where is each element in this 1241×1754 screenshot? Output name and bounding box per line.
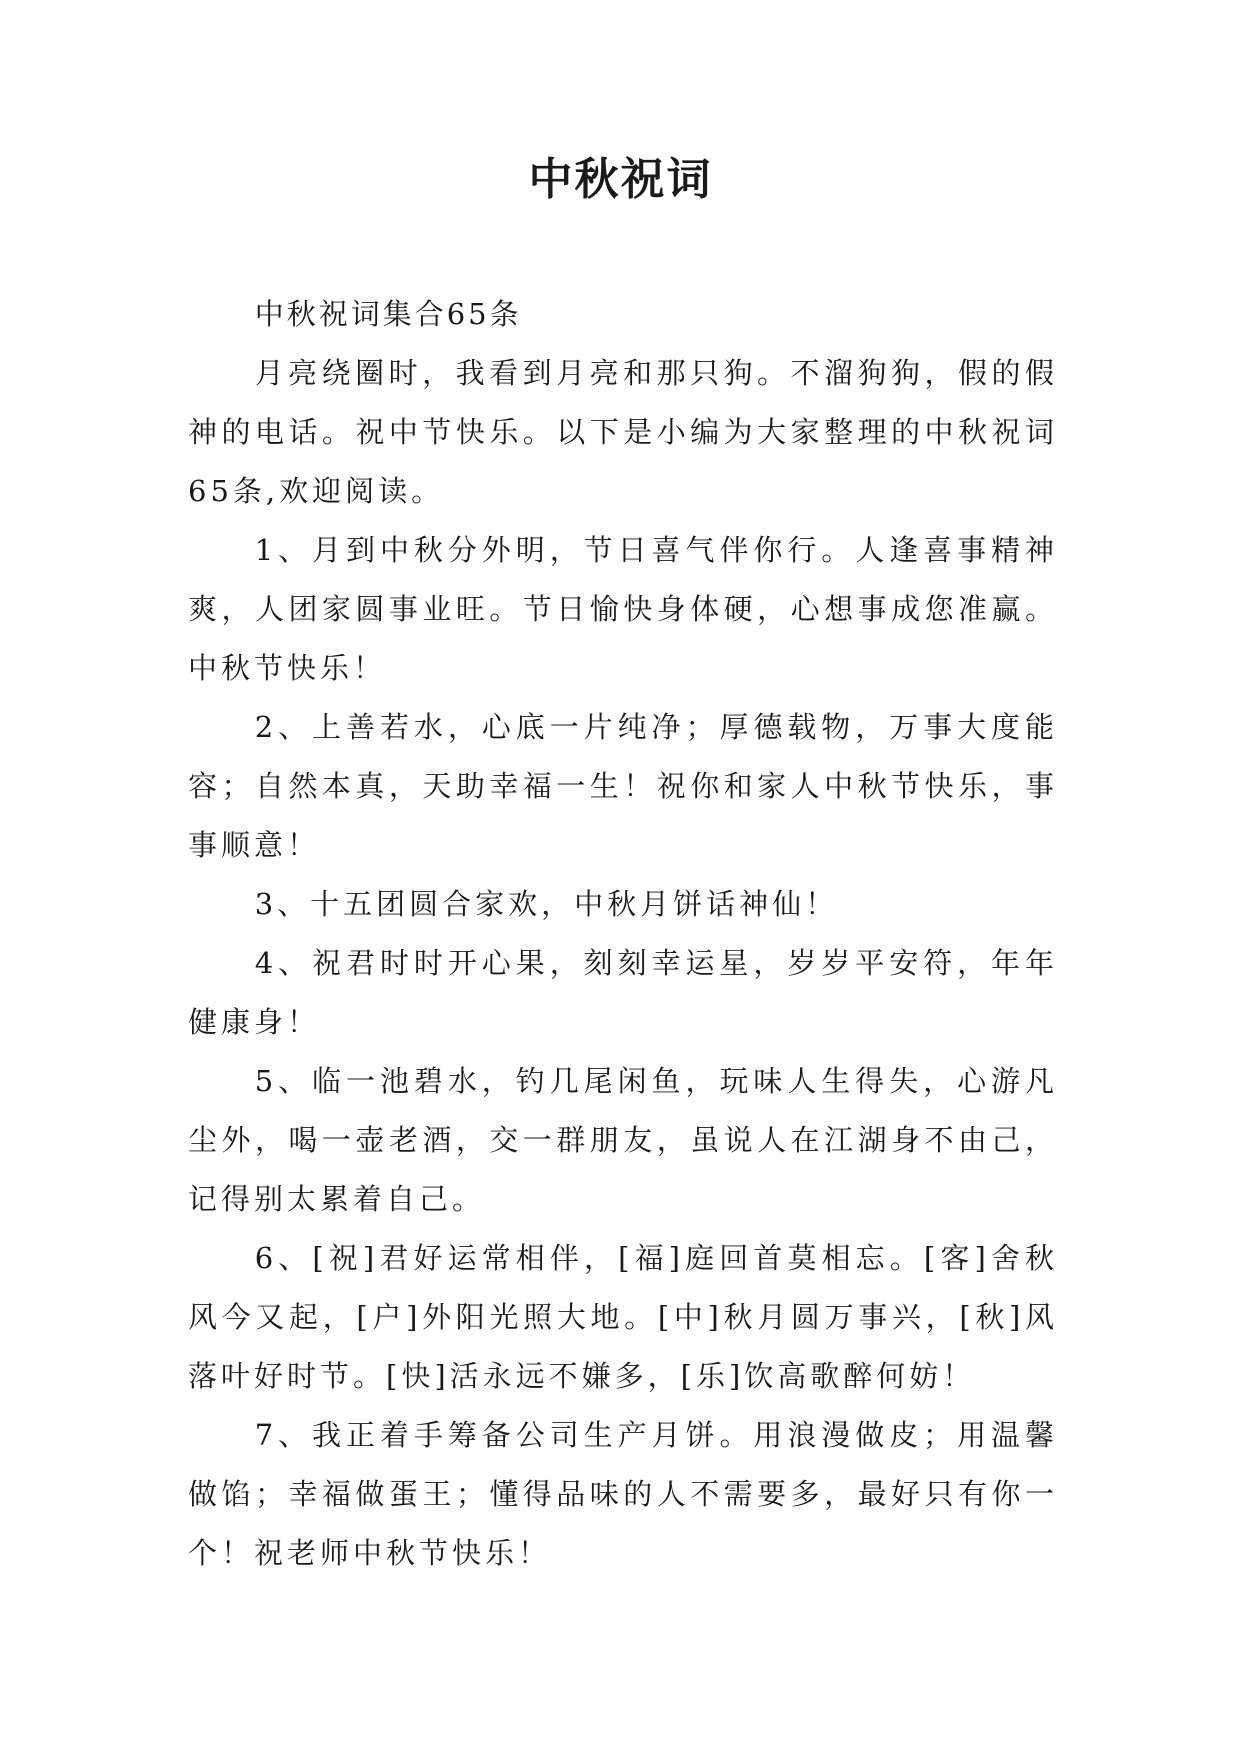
- document-body: [188, 285, 1058, 1583]
- page-title: 中秋祝词: [528, 154, 713, 205]
- paragraph-item-3: 3、十五团圆合家欢，中秋月饼话神仙！: [254, 887, 839, 921]
- paragraph-item-4: 4、祝君时时开心果，刻刻幸运星，岁岁平安符，年年健康身！: [188, 946, 1058, 1039]
- paragraph-item-5: 5、临一池碧水，钓几尾闲鱼，玩味人生得失，心游凡尘外，喝一壶老酒，交一群朋友，虽说人在江湖身不由己，记得别太累着自己。: [188, 1064, 1058, 1216]
- paragraph-item-1: 1、月到中秋分外明，节日喜气伴你行。人逢喜事精神爽，人团家圆事业旺。节日愉快身体硬，心想事成您准赢。中秋节快乐！: [188, 533, 1058, 685]
- paragraph-item-7: 7、我正着手筹备公司生产月饼。用浪漫做皮；用温馨做馅；幸福做蛋王；懂得品味的人不需要多，最好只有你一个！祝老师中秋节快乐！: [188, 1418, 1058, 1570]
- paragraph-item-6: 6、[祝]君好运常相伴，[福]庭回首莫相忘。[客]舍秋风今又起，[户]外阳光照大地。[中]秋月圆万事兴，[秋]风落叶好时节。[快]活永远不嫌多，[乐]饮高歌醉何妨！: [188, 1241, 1058, 1393]
- paragraph-subtitle: 中秋祝词集合65条: [254, 297, 522, 331]
- paragraph-intro: 月亮绕圈时，我看到月亮和那只狗。不溜狗狗，假的假神的电话。祝中节快乐。以下是小编为大家整理的中秋祝词65条,欢迎阅读。: [188, 356, 1058, 508]
- paragraph-item-2: 2、上善若水，心底一片纯净；厚德载物，万事大度能容；自然本真，天助幸福一生！祝你和家人中秋节快乐，事事顺意！: [188, 710, 1058, 862]
